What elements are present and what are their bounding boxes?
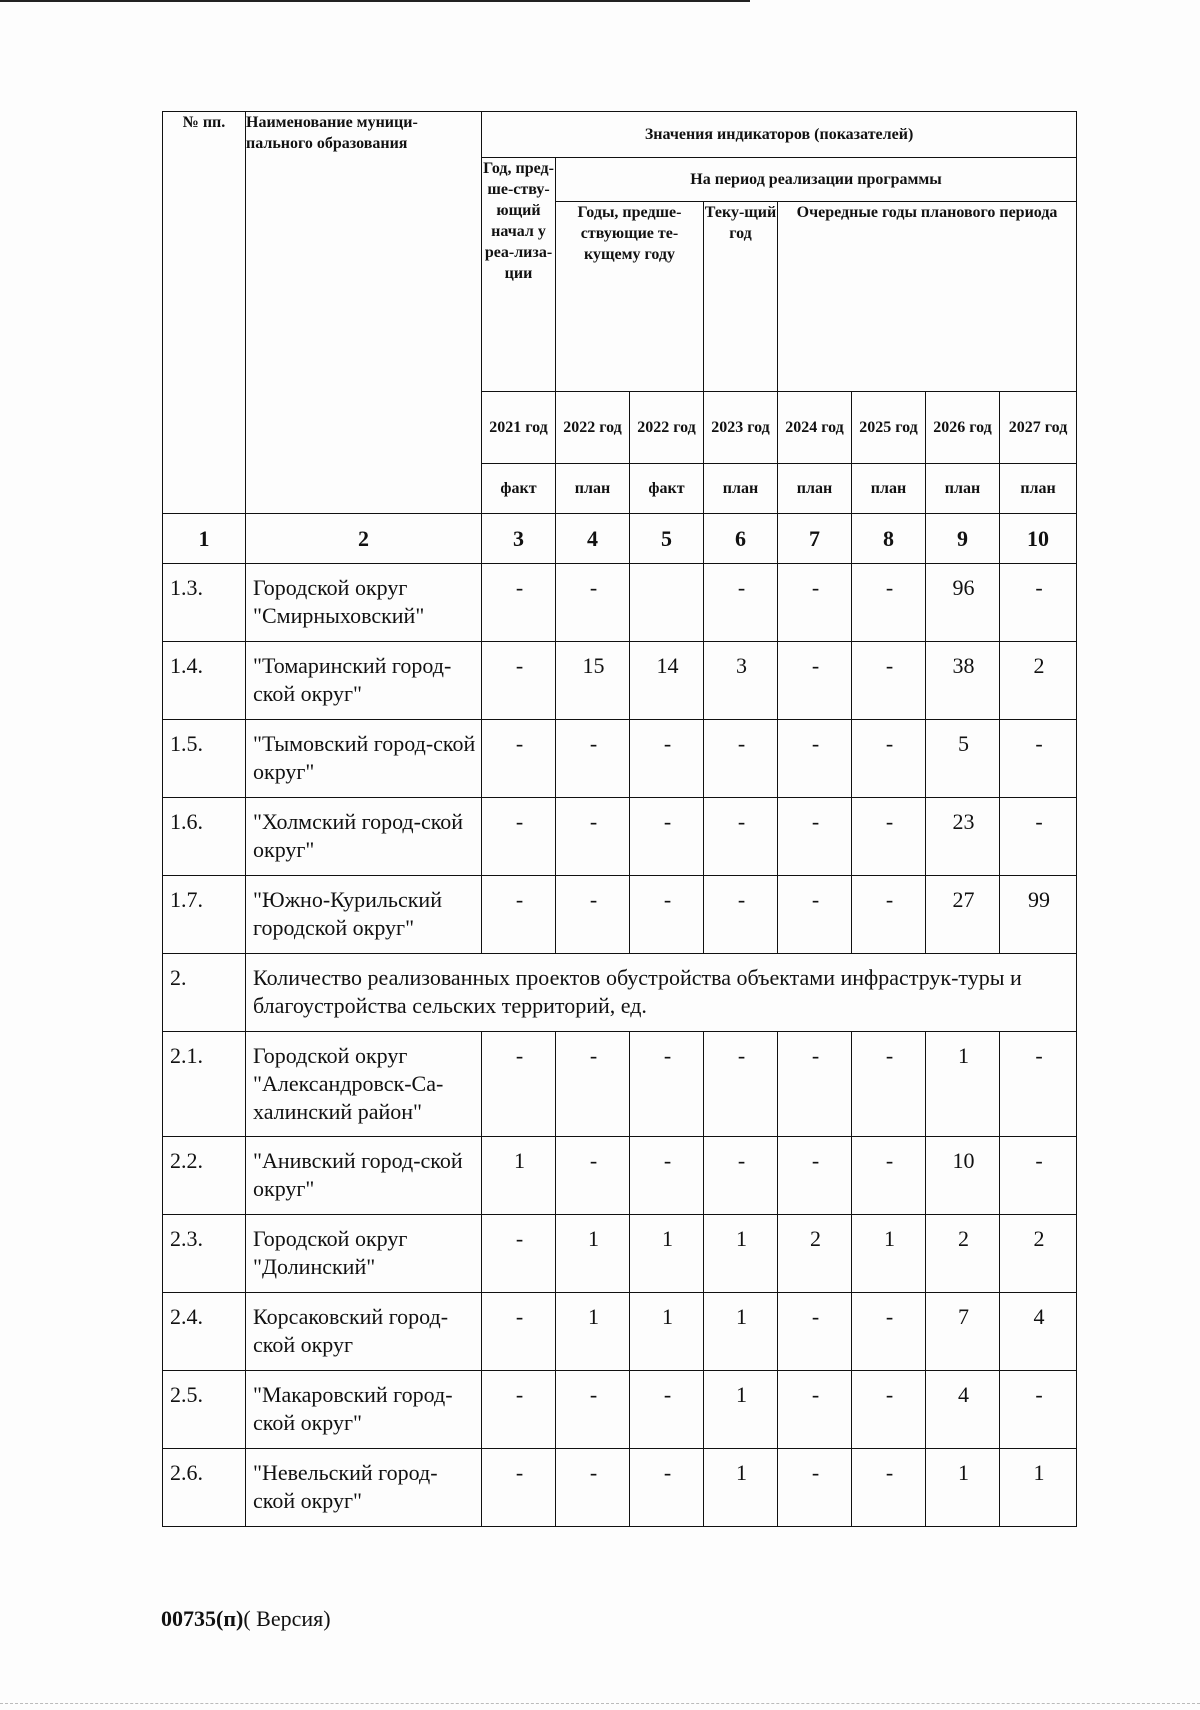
column-number: 2 (246, 514, 482, 564)
header-type: план (926, 464, 1000, 514)
indicator-value: 1 (556, 1215, 630, 1293)
indicator-value: - (1000, 1137, 1077, 1215)
indicator-value: 10 (926, 1137, 1000, 1215)
header-year: 2024 год (778, 392, 852, 464)
indicator-value: - (778, 642, 852, 720)
column-number: 10 (1000, 514, 1077, 564)
indicator-value: - (704, 876, 778, 954)
header-row-1 (163, 112, 1077, 158)
indicator-value: - (852, 876, 926, 954)
municipality-name: "Южно-Курильский городской округ" (246, 876, 482, 954)
indicator-value: 99 (1000, 876, 1077, 954)
indicator-value: - (556, 1449, 630, 1527)
indicator-value: - (482, 642, 556, 720)
indicator-value: - (778, 1449, 852, 1527)
footer-code: 00735(п) (161, 1606, 244, 1631)
header-current: Теку-щий год (704, 202, 778, 392)
municipality-name: "Томаринский город-ской округ" (246, 642, 482, 720)
indicator-value: - (852, 1032, 926, 1137)
indicator-value: 14 (630, 642, 704, 720)
header-type: факт (482, 464, 556, 514)
indicator-value: 23 (926, 798, 1000, 876)
indicator-value: - (778, 1371, 852, 1449)
indicator-value: 1 (704, 1293, 778, 1371)
row-number: 2.4. (163, 1293, 246, 1371)
header-prev-year: Год, пред-ше-ству-ющий начал у реа-лиза-ции (482, 158, 556, 392)
column-number: 9 (926, 514, 1000, 564)
indicator-value: - (482, 720, 556, 798)
municipality-name: "Тымовский город-ской округ" (246, 720, 482, 798)
indicator-value: 1 (704, 1215, 778, 1293)
indicator-value: - (778, 1032, 852, 1137)
indicator-value: - (482, 1215, 556, 1293)
indicator-value: - (704, 720, 778, 798)
indicator-value: - (704, 564, 778, 642)
row-number: 2.2. (163, 1137, 246, 1215)
indicator-value: 1 (482, 1137, 556, 1215)
indicator-value: 1 (630, 1215, 704, 1293)
indicator-value: - (704, 1137, 778, 1215)
indicator-value: - (482, 1449, 556, 1527)
header-plan-years: Очередные годы планового периода (778, 202, 1077, 392)
column-number: 7 (778, 514, 852, 564)
row-number: 2.1. (163, 1032, 246, 1137)
section-title: Количество реализованных проектов обустройства объектами инфраструк-туры и благоустройства сельских территорий, ед. (246, 954, 1077, 1032)
indicator-value: 15 (556, 642, 630, 720)
indicator-value: 1 (704, 1449, 778, 1527)
municipality-name: Корсаковский город-ской округ (246, 1293, 482, 1371)
row-number: 2.5. (163, 1371, 246, 1449)
table-row (163, 642, 1077, 720)
indicator-value: - (778, 876, 852, 954)
row-number: 1.4. (163, 642, 246, 720)
indicator-value: 2 (778, 1215, 852, 1293)
header-type: план (852, 464, 926, 514)
header-period: На период реализации программы (556, 158, 1077, 202)
indicator-value: - (630, 1032, 704, 1137)
indicator-value: 1 (926, 1449, 1000, 1527)
table-row (163, 720, 1077, 798)
indicator-value: - (852, 1293, 926, 1371)
table-row (163, 876, 1077, 954)
header-name: Наименование муници-пального образования (246, 112, 482, 514)
indicator-value: - (778, 798, 852, 876)
header-prev-years: Годы, предше-ствующие те-кущему году (556, 202, 704, 392)
indicator-value: 2 (1000, 1215, 1077, 1293)
header-year: 2022 год (630, 392, 704, 464)
indicator-value: - (482, 1032, 556, 1137)
table-row (163, 1032, 1077, 1137)
column-number-row (163, 514, 1077, 564)
indicator-value: 27 (926, 876, 1000, 954)
row-number: 1.3. (163, 564, 246, 642)
indicator-value: - (1000, 1032, 1077, 1137)
header-year: 2021 год (482, 392, 556, 464)
indicator-value: - (482, 876, 556, 954)
municipality-name: Городской округ "Смирныховский" (246, 564, 482, 642)
table-row (163, 1137, 1077, 1215)
indicator-value: 4 (1000, 1293, 1077, 1371)
header-year: 2022 год (556, 392, 630, 464)
table-row (163, 1293, 1077, 1371)
indicator-value: - (1000, 564, 1077, 642)
indicator-value: 1 (1000, 1449, 1077, 1527)
indicator-value: - (482, 564, 556, 642)
indicator-value: - (630, 798, 704, 876)
indicator-value: - (482, 798, 556, 876)
indicator-value: 1 (556, 1293, 630, 1371)
indicator-value: - (482, 1293, 556, 1371)
header-type: план (778, 464, 852, 514)
table-row (163, 1371, 1077, 1449)
municipality-name: "Холмский город-ской округ" (246, 798, 482, 876)
column-number: 1 (163, 514, 246, 564)
indicator-value: - (630, 1371, 704, 1449)
indicator-value: - (1000, 1371, 1077, 1449)
indicator-value: - (778, 564, 852, 642)
header-year: 2025 год (852, 392, 926, 464)
bottom-rule (0, 1703, 1200, 1704)
column-number: 5 (630, 514, 704, 564)
column-number: 4 (556, 514, 630, 564)
header-year: 2026 год (926, 392, 1000, 464)
indicator-value: - (852, 720, 926, 798)
indicator-value: 1 (852, 1215, 926, 1293)
indicator-value: - (556, 798, 630, 876)
row-number: 1.6. (163, 798, 246, 876)
indicators-table (162, 111, 1077, 1527)
table-body (163, 112, 1077, 1527)
indicator-value: 96 (926, 564, 1000, 642)
header-year: 2023 год (704, 392, 778, 464)
indicator-value: - (556, 876, 630, 954)
table-row (163, 1449, 1077, 1527)
indicator-value: - (1000, 720, 1077, 798)
header-year: 2027 год (1000, 392, 1077, 464)
column-number: 3 (482, 514, 556, 564)
indicator-value: 4 (926, 1371, 1000, 1449)
indicator-value: - (556, 1371, 630, 1449)
header-num: № пп. (163, 112, 246, 514)
indicator-value: - (630, 1137, 704, 1215)
header-type: план (1000, 464, 1077, 514)
municipality-name: Городской округ "Долинский" (246, 1215, 482, 1293)
indicator-value: 2 (926, 1215, 1000, 1293)
header-type: план (556, 464, 630, 514)
column-number: 6 (704, 514, 778, 564)
table-row (163, 564, 1077, 642)
row-number: 2.3. (163, 1215, 246, 1293)
indicator-value: - (630, 720, 704, 798)
indicator-value: 1 (704, 1371, 778, 1449)
row-number: 2.6. (163, 1449, 246, 1527)
column-number: 8 (852, 514, 926, 564)
indicator-value: - (630, 1449, 704, 1527)
footer-version: ( Версия) (243, 1606, 331, 1631)
indicator-value: - (704, 1032, 778, 1137)
header-values: Значения индикаторов (показателей) (482, 112, 1077, 158)
indicator-value: 5 (926, 720, 1000, 798)
indicator-value: - (778, 1137, 852, 1215)
indicator-value: - (852, 798, 926, 876)
indicator-value: 2 (1000, 642, 1077, 720)
indicator-value: - (556, 1137, 630, 1215)
indicator-value: - (852, 642, 926, 720)
table-row (163, 798, 1077, 876)
municipality-name: "Макаровский город-ской округ" (246, 1371, 482, 1449)
municipality-name: "Анивский город-ской округ" (246, 1137, 482, 1215)
indicator-value: - (630, 876, 704, 954)
indicator-value: 3 (704, 642, 778, 720)
header-type: план (704, 464, 778, 514)
indicator-value (630, 564, 704, 642)
header-type: факт (630, 464, 704, 514)
section-number: 2. (163, 954, 246, 1032)
indicator-value: - (852, 1137, 926, 1215)
indicator-value: - (704, 798, 778, 876)
indicator-value: - (852, 564, 926, 642)
indicator-value: 7 (926, 1293, 1000, 1371)
indicator-value: - (1000, 798, 1077, 876)
top-rule (0, 0, 750, 2)
indicator-value: - (852, 1371, 926, 1449)
indicator-value: - (482, 1371, 556, 1449)
table-row (163, 1215, 1077, 1293)
footer (161, 1606, 331, 1632)
row-number: 1.5. (163, 720, 246, 798)
indicator-value: - (556, 720, 630, 798)
indicator-value: - (778, 720, 852, 798)
indicator-value: 38 (926, 642, 1000, 720)
indicator-value: 1 (630, 1293, 704, 1371)
section-row (163, 954, 1077, 1032)
indicator-value: - (852, 1449, 926, 1527)
municipality-name: "Невельский город-ской округ" (246, 1449, 482, 1527)
indicator-value: 1 (926, 1032, 1000, 1137)
indicator-value: - (778, 1293, 852, 1371)
municipality-name: Городской округ "Александровск-Са-халинский район" (246, 1032, 482, 1137)
indicator-value: - (556, 564, 630, 642)
row-number: 1.7. (163, 876, 246, 954)
indicator-value: - (556, 1032, 630, 1137)
